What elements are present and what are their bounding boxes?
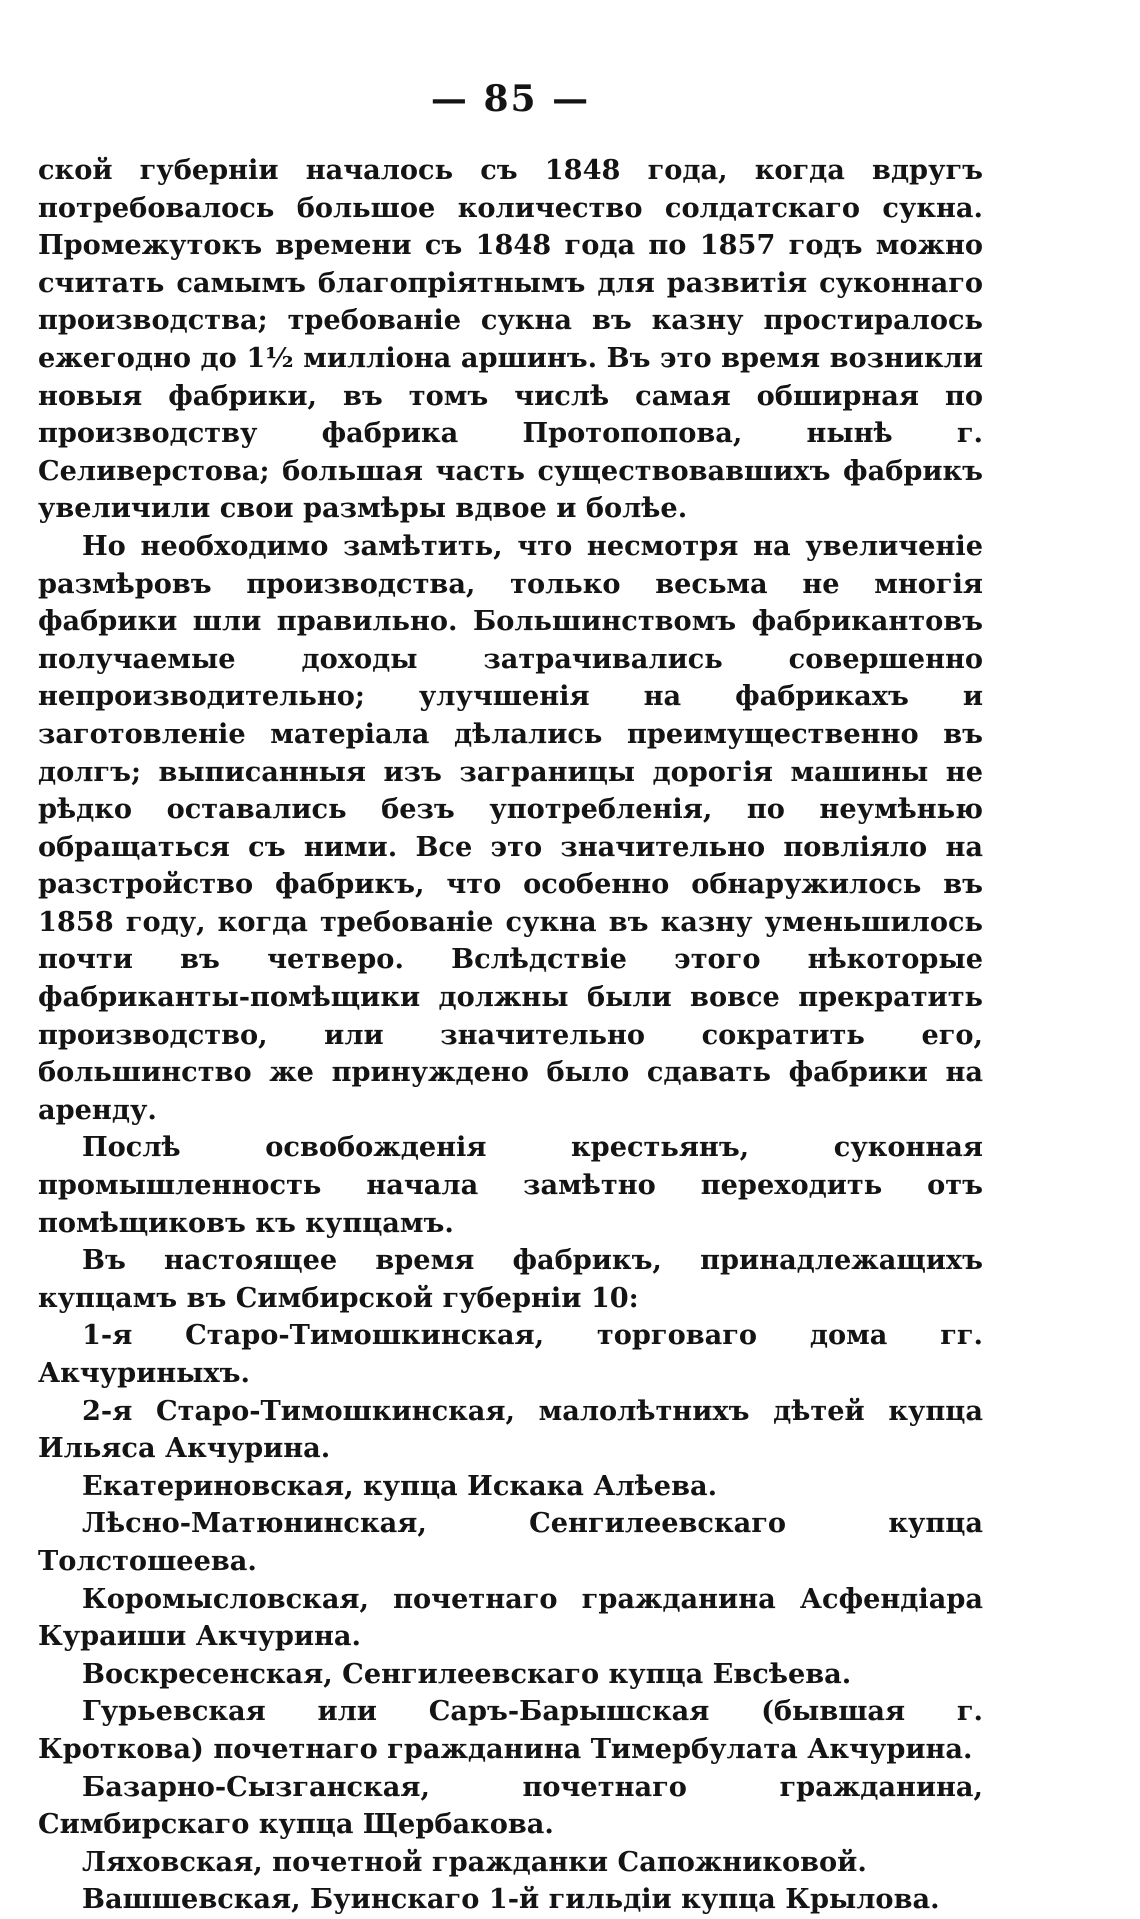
paragraph-factory-count: Въ настоящее время фабрикъ, принадлежащихъ купцамъ въ Симбирской губерніи 10: [38,1244,983,1314]
paragraph-emancipation: Послѣ освобожденія крестьянъ, суконная промышленность начала замѣтно переходить отъ помѣщиковъ къ купцамъ. [38,1131,983,1239]
factory-entry: 2-я Старо-Тимошкинская, малолѣтнихъ дѣтей купца Ильяса Акчурина. [38,1394,983,1465]
factory-entry: Воскресенская, Сенгилеевскаго купца Евсѣева. [82,1657,852,1690]
factory-entry: Гурьевская или Саръ-Барышская (бывшая г. Кроткова) почетнаго гражданина Тимербулата Акчурина. [38,1695,983,1765]
factory-entry: Екатериновская, купца Искака Алѣева. [82,1469,718,1502]
factory-entry: Базарно-Сызганская, почетнаго гражданина, Симбирскаго купца Щербакова. [38,1770,983,1841]
paragraph-factories-condition: Но необходимо замѣтить, что несмотря на увеличеніе размѣровъ производства, только весьма не многія фабрики шли правильно. Большинствомъ фабрикантовъ получаемые доходы затрачивались совершенно непроизводительно; улучшенія на фабрикахъ и заготовленіе матеріала дѣлались преимущественно въ долгъ; выписанныя изъ заграницы дорогія машины не рѣдко оставались безъ употребленія, по неумѣнью обращаться съ ними. Все это значительно повліяло на разстройство фабрикъ, что особенно обнаружилось въ 1858 году, когда требованіе сукна въ казну уменьшилось почти въ четверо. Вслѣдствіе этого нѣкоторые фабриканты-помѣщики должны были вовсе прекратить производство, или значительно сократить его, большинство же принуждено было сдавать фабрики на аренду. [38,529,983,1126]
factory-entry: Ляховская, почетной гражданки Сапожниковой. [82,1845,867,1878]
page-body [38,152,983,1919]
paragraph-continuation: ской губерніи началось съ 1848 года, когда вдругъ потребовалось большое количество солдатскаго сукна. Промежутокъ времени съ 1848 года по 1857 годъ можно считать самымъ благопріятнымъ для развитія суконнаго производства; требованіе сукна въ казну простиралось ежегодно до 1½ милліона аршинъ. Въ это время возникли новыя фабрики, въ томъ числѣ самая обширная по производству фабрика Протопопова, нынѣ г. Селиверстова; большая часть существовавшихъ фабрикъ увеличили свои размѣры вдвое и болѣе. [38,154,983,525]
factory-entry: Вашшевская, Буинскаго 1-й гильдіи купца Крылова. [82,1883,940,1916]
factory-entry: Коромысловская, почетнаго гражданина Асфендіара Кураиши Акчурина. [38,1582,983,1653]
page-number: — 85 — [430,78,591,120]
book-page [38,0,983,1916]
factory-entry: Лѣсно-Матюнинская, Сенгилеевскаго купца Толстошеева. [38,1507,983,1577]
factory-entry: 1-я Старо-Тимошкинская, торговаго дома гг. Акчуриныхъ. [38,1319,983,1389]
